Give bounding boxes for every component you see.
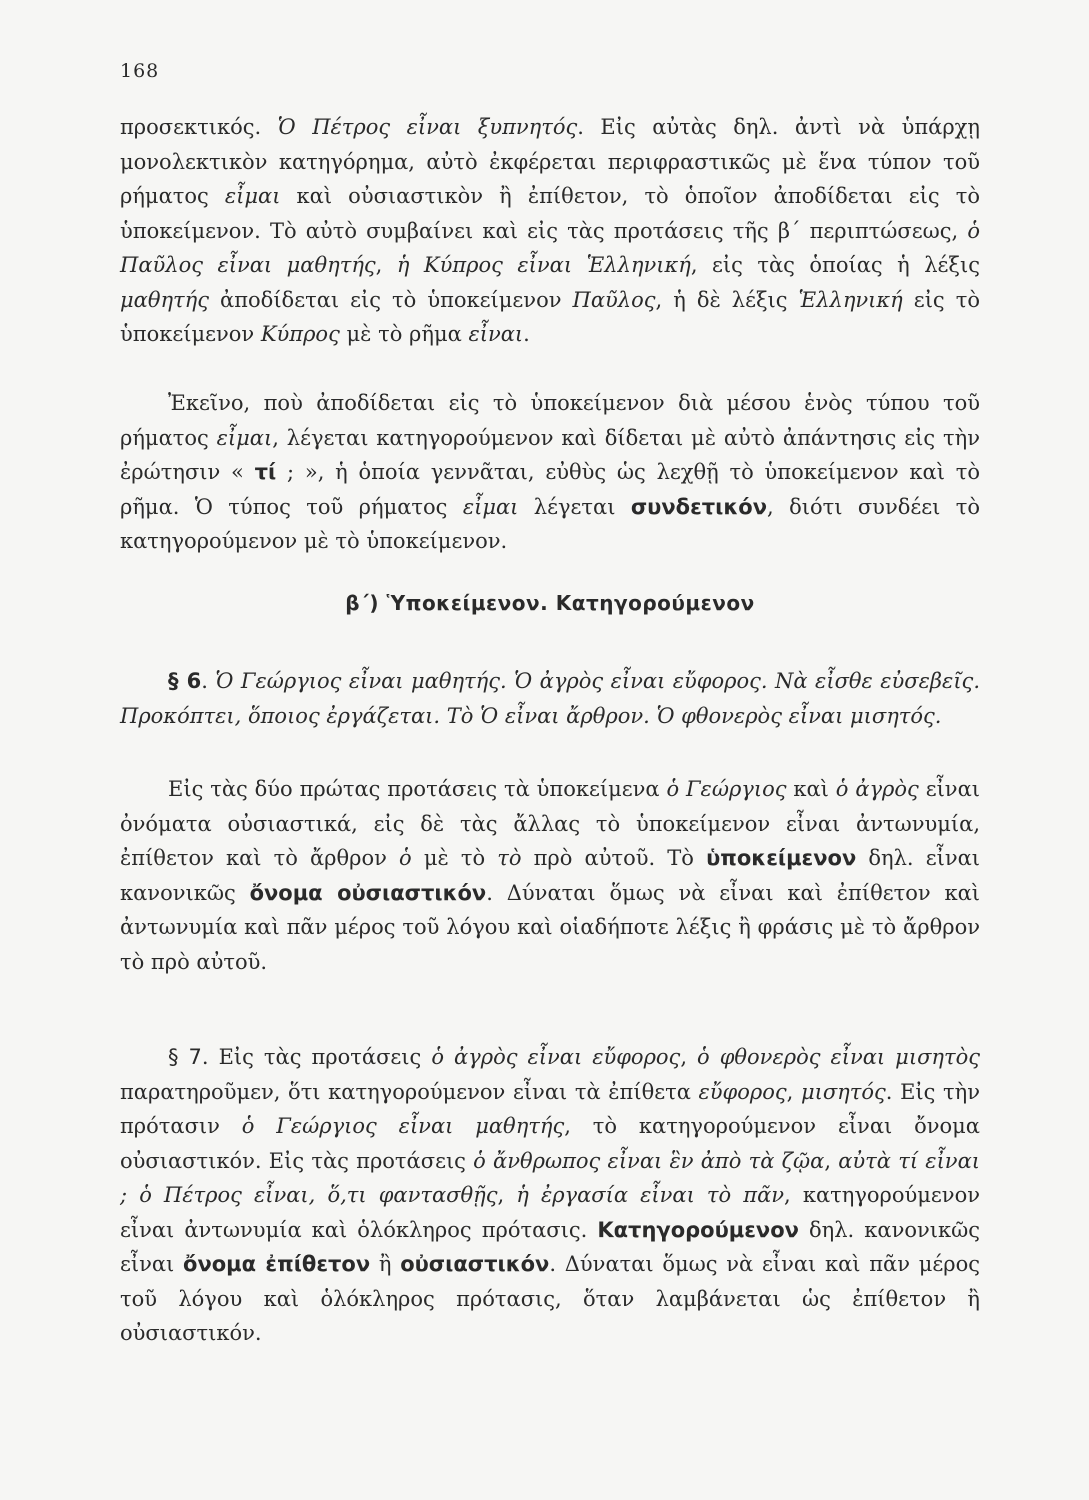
paragraph-5: § 7. Εἰς τὰς προτάσεις ὁ ἀγρὸς εἶναι εὔφορος, ὁ φθονερὸς εἶναι μισητὸς παρατηροῦμεν, ὅτι κατηγορούμενον εἶναι τὰ ἐπίθετα εὔφορος, μισητός. Εἰς τὴν πρότασιν ὁ Γεώργιος εἶναι μαθητής, τὸ κατηγορούμενον εἶναι ὄνομα οὐσιαστικόν. Εἰς τὰς προτάσεις ὁ ἄνθρωπος εἶναι ἓν ἀπὸ τὰ ζῷα, αὐτὰ τί εἶναι ; ὁ Πέτρος εἶναι, ὅ,τι φαντασθῇς, ἡ ἐργασία εἶναι τὸ πᾶν, κατηγορούμενον εἶναι ἀντωνυμία καὶ ὁλόκληρος πρότασις. Κατηγορούμενον δηλ. κανονικῶς εἶναι ὄνομα ἐπίθετον ἢ οὐσιαστικόν. Δύναται ὅμως νὰ εἶναι καὶ πᾶν μέρος τοῦ λόγου καὶ ὁλόκληρος πρότασις, ὅταν λαμβάνεται ὡς ἐπίθετον ἢ οὐσιαστικόν. xyxy=(120,1045,981,1345)
paragraph-4: Εἰς τὰς δύο πρώτας προτάσεις τὰ ὑποκείμενα ὁ Γεώργιος καὶ ὁ ἀγρὸς εἶναι ὀνόματα οὐσιαστικά, εἰς δὲ τὰς ἄλλας τὸ ὑποκείμενον εἶναι ἀντωνυμία, ἐπίθετον καὶ τὸ ἄρθρον ὁ μὲ τὸ τὸ πρὸ αὐτοῦ. Τὸ ὑποκείμενον δηλ. εἶναι κανονικῶς ὄνομα οὐσιαστικόν. Δύναται ὅμως νὰ εἶναι καὶ ἐπίθετον καὶ ἀντωνυμία καὶ πᾶν μέρος τοῦ λόγου καὶ οἱαδήποτε λέξις ἢ φράσις μὲ τὸ ἄρθρον τὸ πρὸ αὐτοῦ. xyxy=(120,777,981,974)
page-number: 168 xyxy=(120,60,160,82)
paragraph-3: § 6. Ὁ Γεώργιος εἶναι μαθητής. Ὁ ἀγρὸς εἶναι εὔφορος. Νὰ εἶσθε εὐσεβεῖς. Προκόπτει, ὅποιος ἐργάζεται. Τὸ Ὁ εἶναι ἄρθρον. Ὁ φθονερὸς εἶναι μισητός. xyxy=(120,669,980,728)
paragraph-2: Ἐκεῖνο, ποὺ ἀποδίδεται εἰς τὸ ὑποκείμενον διὰ μέσου ἑνὸς τύπου τοῦ ρήματος εἶμαι, λέγεται κατηγορούμενον καὶ δίδεται μὲ αὐτὸ ἀπάντησις εἰς τὴν ἐρώτησιν « τί ; », ἡ ὁποία γεννᾶται, εὐθὺς ὡς λεχθῇ τὸ ὑποκείμενον καὶ τὸ ρῆμα. Ὁ τύπος τοῦ ρήματος εἶμαι λέγεται συνδετικόν, διότι συνδέει τὸ κατηγορούμενον μὲ τὸ ὑποκείμενον. xyxy=(120,391,981,553)
section-heading: β΄) Ὑποκείμενον. Κατηγορούμενον xyxy=(345,591,755,615)
paragraph-1: προσεκτικός. Ὁ Πέτρος εἶναι ξυπνητός. Εἰς αὐτὰς δηλ. ἀντὶ νὰ ὑπάρχῃ μονολεκτικὸν κατηγόρημα, αὐτὸ ἐκφέρεται περιφραστικῶς μὲ ἕνα τύπον τοῦ ρήματος εἶμαι καὶ οὐσιαστικὸν ἢ ἐπίθετον, τὸ ὁποῖον ἀποδίδεται εἰς τὸ ὑποκείμενον. Τὸ αὐτὸ συμβαίνει καὶ εἰς τὰς προτάσεις τῆς β΄ περιπτώσεως, ὁ Παῦλος εἶναι μαθητής, ἡ Κύπρος εἶναι Ἑλληνική, εἰς τὰς ὁποίας ἡ λέξις μαθητής ἀποδίδεται εἰς τὸ ὑποκείμενον Παῦλος, ἡ δὲ λέξις Ἑλληνική εἰς τὸ ὑποκείμενον Κύπρος μὲ τὸ ρῆμα εἶναι. xyxy=(120,115,980,346)
